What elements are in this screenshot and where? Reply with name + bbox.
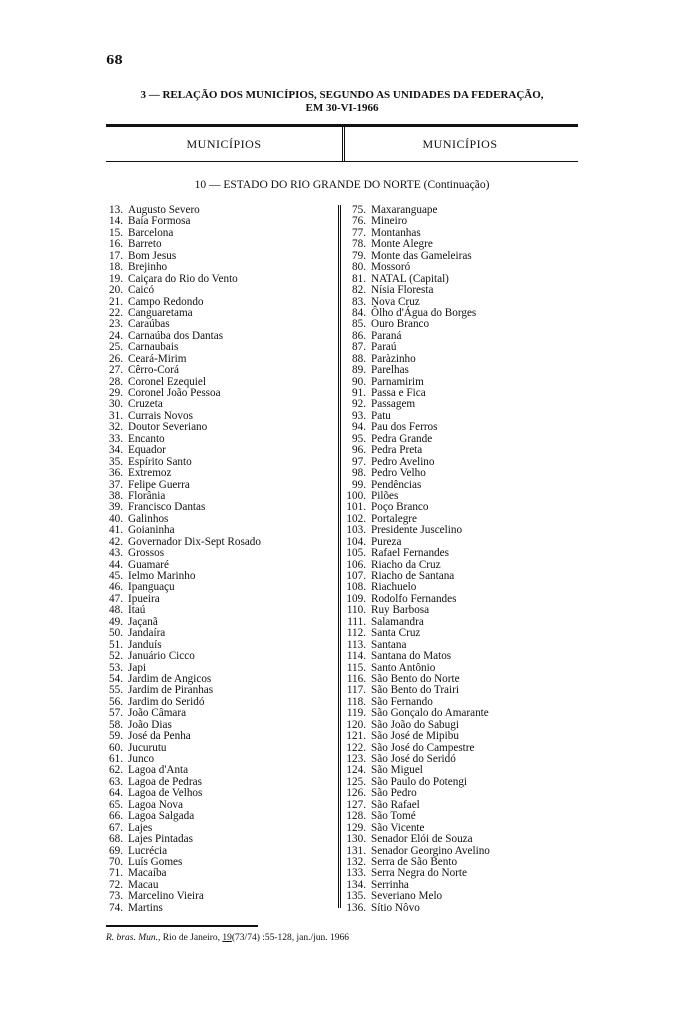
footer-rule [106,925,258,927]
municipality-name: Doutor Severiano [128,421,208,434]
item-number: 22. [109,306,123,319]
list-item [343,468,583,479]
municipality-name: Currais Novos [128,409,193,422]
municipality-name: NATAL (Capital) [371,272,449,285]
item-number: 34. [109,444,123,457]
list-item [106,903,336,914]
item-number: 111. [347,615,366,628]
item-number: 121. [346,730,366,743]
item-number: 56. [109,695,123,708]
municipality-name: Riacho de Santana [371,570,455,582]
item-number: 61. [109,753,123,765]
municipality-name: Santo Antônio [371,661,436,674]
item-number: 16. [109,238,123,251]
municipality-name: Jardim de Angicos [128,672,212,685]
item-number: 78. [352,238,366,251]
municipality-name: São Gonçalo do Amarante [371,707,489,720]
municipality-name: Lagoa Salgada [128,810,195,823]
municipality-name: São José do Seridó [371,753,456,765]
municipality-name: Senador Elói de Souza [371,833,473,846]
item-number: 59. [109,730,123,743]
item-number: 130. [346,833,366,846]
municipality-name: São Rafael [371,798,420,811]
item-number: 79. [352,249,366,262]
footer-journal: R. bras. Mun., [106,933,161,943]
title-line-1: 3 — RELAÇÃO DOS MUNICÍPIOS, SEGUNDO AS UNIDADES DA FEDERAÇÃO, [140,89,544,101]
municipality-name: Rafael Fernandes [371,547,449,560]
item-number: 21. [109,295,123,308]
municipality-name: Pau dos Ferros [371,421,438,434]
item-number: 83. [352,295,366,308]
municipality-name: Pedro Avelino [371,455,435,468]
item-number: 112. [346,627,366,640]
footer-place: Rio de Janeiro, [160,933,223,943]
list-item [343,365,583,376]
item-number: 17. [109,249,123,262]
list-item [343,731,583,742]
item-number: 33. [109,432,123,445]
item-number: 49. [109,615,123,628]
municipality-name: Passagem [371,398,416,411]
item-number: 136. [346,901,366,914]
list-item [343,708,583,719]
item-number: 58. [109,718,123,731]
item-number: 131. [346,844,366,857]
municipality-name: Lagoa Nova [128,798,183,811]
item-number: 106. [346,558,366,571]
municipality-name: Severiano Melo [371,890,443,903]
item-number: 28. [109,375,123,388]
item-number: 88. [352,352,366,365]
municipality-name: Patu [371,409,391,422]
item-number: 38. [109,489,123,502]
list-item [106,262,336,273]
item-number: 134. [346,878,366,891]
item-number: 113. [346,638,366,651]
item-number: 97. [352,455,366,468]
item-number: 98. [352,467,366,480]
item-number: 44. [109,558,123,571]
list-item [343,525,583,536]
municipality-name: São Paulo do Potengi [371,775,468,788]
municipality-name: Passa e Fica [371,387,426,399]
list-item [343,834,583,845]
item-number: 81. [352,272,366,285]
municipality-name: Senador Georgino Avelino [371,844,490,857]
item-number: 41. [109,524,123,537]
municipality-name: Rodolfo Fernandes [371,592,457,605]
list-item [106,708,336,719]
municipality-name: Portalegre [371,512,417,525]
item-number: 118. [346,695,366,708]
municipality-name: Riachuelo [371,581,417,594]
municipality-name: Lucrécia [128,844,168,857]
municipality-name: Ipueira [128,592,160,605]
municipality-name: São Pedro [371,787,417,800]
list-item [343,342,583,353]
municipality-list-left [106,205,336,914]
list-item [106,445,336,456]
list-item [343,548,583,559]
item-number: 104. [346,535,366,548]
column-header-right: MUNICÍPIOS [422,137,498,151]
item-number: 55. [109,684,123,697]
item-number: 64. [109,787,123,800]
item-number: 105. [346,547,366,560]
municipality-name: Ôlho d'Água do Borges [371,306,477,319]
item-number: 25. [109,341,123,354]
item-number: 51. [109,638,123,651]
item-number: 53. [109,661,123,674]
list-item [343,628,583,639]
municipality-name: Janduís [128,638,162,651]
list-item [343,891,583,902]
item-number: 123. [346,753,366,765]
item-number: 107. [346,570,366,582]
list-item [343,903,583,914]
list-item [106,285,336,296]
municipality-name: Augusto Severo [128,204,200,216]
municipality-name: Coronel João Pessoa [128,387,221,399]
list-item [106,628,336,639]
item-number: 39. [109,501,123,514]
item-number: 40. [109,512,123,525]
item-number: 103. [346,524,366,537]
page-title [106,89,578,115]
footer-pages: (73/74) :55-128, jan./jun. 1966 [231,933,350,943]
municipality-name: São Tomé [371,810,416,823]
item-number: 126. [346,787,366,800]
item-number: 99. [352,478,366,491]
municipality-name: Itaú [128,604,146,617]
item-number: 133. [346,867,366,880]
municipality-name: Salamandra [371,615,424,628]
municipality-name: Martins [128,901,163,914]
list-item [106,651,336,662]
list-item [343,811,583,822]
item-number: 114. [346,650,366,663]
municipality-name: Mossoró [371,261,411,274]
list-item [106,365,336,376]
item-number: 124. [346,764,366,777]
municipality-name: Barcelona [128,226,174,239]
item-number: 117. [346,684,366,697]
municipality-name: Monte Alegre [371,238,433,251]
municipality-name: Sítio Nôvo [371,901,420,914]
list-item [343,445,583,456]
municipality-name: Equador [128,444,166,457]
item-number: 94. [352,421,366,434]
item-number: 31. [109,409,123,422]
item-number: 68. [109,833,123,846]
item-number: 110. [346,604,366,617]
item-number: 66. [109,810,123,823]
municipality-name: São José de Mipibu [371,730,459,743]
municipality-name: Pilões [371,489,399,502]
municipality-name: Cruzeta [128,398,163,411]
item-number: 96. [352,444,366,457]
municipality-name: Bom Jesus [128,249,177,262]
state-heading: 10 — ESTADO DO RIO GRANDE DO NORTE (Continuação) [194,179,490,191]
municipality-name: Parnamirim [371,375,424,388]
item-number: 70. [109,855,123,868]
municipality-name: Nova Cruz [371,295,420,308]
list-item [343,262,583,273]
municipality-name: Jucurutu [128,741,167,754]
municipality-name: Carnaúba dos Dantas [128,329,224,342]
list-item [106,342,336,353]
footer-citation [106,933,349,943]
item-number: 128. [346,810,366,823]
municipality-name: Macaíba [128,867,167,880]
item-number: 36. [109,467,123,480]
municipality-name: Brejinho [128,261,168,274]
municipality-name: Japi [128,661,147,674]
municipality-name: Santana [371,638,407,651]
municipality-name: São João do Sabugi [371,718,459,731]
item-number: 76. [352,215,366,228]
municipality-name: São Bento do Trairi [371,684,459,697]
municipality-name: Pureza [371,535,402,548]
item-number: 84. [352,306,366,319]
municipality-name: Jardim de Piranhas [128,684,214,697]
municipality-name: Presidente Juscelino [371,524,463,537]
municipality-name: Carnaubais [128,341,179,354]
municipality-name: Galinhos [128,512,169,525]
item-number: 92. [352,398,366,411]
municipality-name: Felipe Guerra [128,478,190,491]
item-number: 32. [109,421,123,434]
item-number: 62. [109,764,123,777]
item-number: 29. [109,387,123,399]
item-number: 116. [346,672,366,685]
item-number: 73. [109,890,123,903]
municipality-name: São Fernando [371,695,433,708]
municipality-name: José da Penha [128,730,191,743]
item-number: 120. [346,718,366,731]
item-number: 122. [346,741,366,754]
municipality-name: Pedra Grande [371,432,433,445]
municipality-name: São José do Campestre [371,741,475,754]
municipality-name: Lagoa de Velhos [128,787,203,800]
municipality-name: Ielmo Marinho [128,570,196,582]
municipality-name: Jardim do Seridó [128,695,205,708]
municipality-name: Lajes Pintadas [128,833,193,846]
list-item [106,811,336,822]
item-number: 19. [109,272,123,285]
item-number: 127. [346,798,366,811]
item-number: 93. [352,409,366,422]
item-number: 102. [346,512,366,525]
item-number: 47. [109,592,123,605]
municipality-name: Pendências [371,478,422,491]
item-number: 87. [352,341,366,354]
municipality-name: Santana do Matos [371,650,452,663]
item-number: 65. [109,798,123,811]
item-number: 15. [109,226,123,239]
municipality-name: Monte das Gameleiras [371,249,472,262]
item-number: 52. [109,650,123,663]
municipality-name: São Miguel [371,764,423,777]
municipality-name: Ceará-Mirim [128,352,187,365]
municipality-name: Campo Redondo [128,295,204,308]
municipality-name: Paraná [371,329,402,342]
item-number: 71. [109,867,123,880]
list-item [106,548,336,559]
municipality-name: Canguaretama [128,306,193,319]
municipality-name: Nísia Floresta [371,284,434,297]
item-number: 90. [352,375,366,388]
municipality-name: Serra Negra do Norte [371,867,467,880]
item-number: 135. [346,890,366,903]
municipality-name: Poço Branco [371,501,429,514]
municipality-name: Caraúbas [128,318,170,331]
list-item [343,285,583,296]
item-number: 80. [352,261,366,274]
municipality-name: Caiçara do Rio do Vento [128,272,238,285]
municipality-name: Francisco Dantas [128,501,206,514]
municipality-name: Parelhas [371,364,409,377]
municipality-name: Serrinha [371,878,409,891]
municipality-name: Montanhas [371,226,421,239]
item-number: 42. [109,535,123,548]
item-number: 46. [109,581,123,594]
item-number: 45. [109,570,123,582]
item-number: 54. [109,672,123,685]
municipality-name: Jandaíra [128,627,166,640]
item-number: 100. [346,489,366,502]
municipality-name: Ouro Branco [371,318,430,331]
item-number: 35. [109,455,123,468]
list-item [106,468,336,479]
item-number: 18. [109,261,123,274]
item-number: 60. [109,741,123,754]
municipality-name: João Dias [128,718,172,731]
item-number: 108. [346,581,366,594]
municipality-name: Riacho da Cruz [371,558,441,571]
municipality-name: Espírito Santo [128,455,192,468]
municipality-name: Jaçanã [128,615,158,628]
municipality-name: Lagoa de Pedras [128,775,202,788]
municipality-name: Goianinha [128,524,175,537]
municipality-name: Caicó [128,284,155,297]
municipality-name: Paràzinho [371,352,416,365]
municipality-name: Macau [128,878,159,891]
municipality-name: João Câmara [128,707,187,720]
table-header [106,124,578,162]
item-number: 13. [109,204,123,216]
municipality-name: Pedra Preta [371,444,423,457]
page-number: 68 [106,53,123,67]
item-number: 75. [352,204,366,216]
item-number: 24. [109,329,123,342]
item-number: 69. [109,844,123,857]
item-number: 101. [346,501,366,514]
municipality-name: Serra de São Bento [371,855,458,868]
municipality-name: Lajes [128,821,153,834]
item-number: 20. [109,284,123,297]
municipality-name: Januário Cicco [128,650,195,663]
item-number: 82. [352,284,366,297]
item-number: 109. [346,592,366,605]
list-item [106,525,336,536]
item-number: 27. [109,364,123,377]
item-number: 14. [109,215,123,228]
municipality-name: Extremoz [128,467,172,480]
municipality-list-right [343,205,583,914]
municipality-name: Lagoa d'Anta [128,764,189,777]
municipality-name: Baía Formosa [128,215,191,228]
item-number: 74. [109,901,123,914]
item-number: 48. [109,604,123,617]
list-item [106,891,336,902]
item-number: 77. [352,226,366,239]
municipality-name: Coronel Ezequiel [128,375,206,388]
item-number: 125. [346,775,366,788]
municipality-name: Junco [128,753,155,765]
municipality-name: Marcelino Vieira [128,890,204,903]
municipality-name: Guamaré [128,558,169,571]
item-number: 119. [346,707,366,720]
item-number: 86. [352,329,366,342]
item-number: 43. [109,547,123,560]
footer-volume: 19 [222,933,232,943]
municipality-name: Encanto [128,432,165,445]
item-number: 26. [109,352,123,365]
list-item [343,651,583,662]
title-line-2: EM 30-VI-1966 [305,102,379,114]
item-number: 72. [109,878,123,891]
item-number: 50. [109,627,123,640]
municipality-name: São Bento do Norte [371,672,460,685]
item-number: 37. [109,478,123,491]
item-number: 63. [109,775,123,788]
column-divider [338,205,341,908]
municipality-name: Maxaranguape [371,204,438,216]
municipality-name: Cêrro-Corá [128,364,179,377]
item-number: 115. [346,661,366,674]
municipality-name: Santa Cruz [371,627,421,640]
list-item [106,731,336,742]
municipality-name: Florânia [128,489,166,502]
municipality-name: Paraú [371,341,397,354]
item-number: 91. [352,387,366,399]
column-header-left: MUNICÍPIOS [186,137,262,151]
municipality-name: Grossos [128,547,165,560]
municipality-name: Ipanguaçu [128,581,175,594]
item-number: 85. [352,318,366,331]
item-number: 30. [109,398,123,411]
municipality-name: São Vicente [371,821,425,834]
municipality-name: Mineiro [371,215,408,228]
municipality-name: Governador Dix-Sept Rosado [128,535,261,548]
list-item [106,834,336,845]
municipality-name: Pedro Velho [371,467,426,480]
item-number: 23. [109,318,123,331]
item-number: 67. [109,821,123,834]
item-number: 95. [352,432,366,445]
municipality-name: Luís Gomes [128,855,183,868]
item-number: 132. [346,855,366,868]
item-number: 57. [109,707,123,720]
municipality-name: Barreto [128,238,162,251]
item-number: 89. [352,364,366,377]
municipality-name: Ruy Barbosa [371,604,430,617]
item-number: 129. [346,821,366,834]
